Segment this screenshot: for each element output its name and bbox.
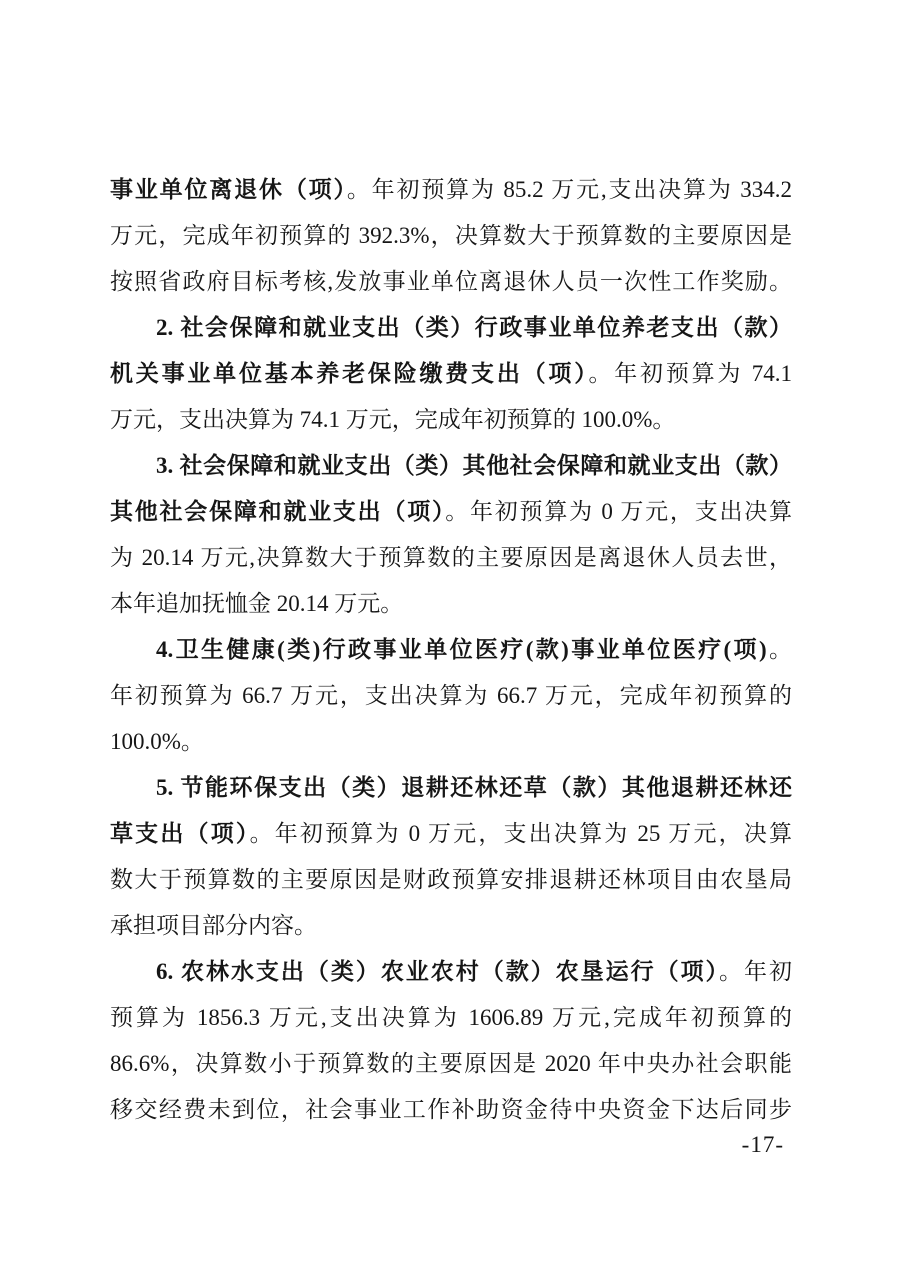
- body-text: 按照省政府目标考核,发放事业单位离退休人员一次性工作奖励。: [110, 269, 792, 294]
- body-text: 100.0%。: [110, 729, 204, 754]
- text-line: [110, 811, 792, 857]
- text-line: [110, 443, 792, 489]
- body-text: 预算为 1856.3 万元,支出决算为 1606.89 万元,完成年初预算的: [110, 1005, 792, 1030]
- text-line: [110, 167, 792, 213]
- emphasis-text: 草支出（项）: [110, 821, 250, 846]
- body-text: 。年初预算为 85.2 万元,支出决算为 334.2: [346, 177, 793, 202]
- emphasis-text: 3. 社会保障和就业支出（类）其他社会保障和就业支出（款）: [156, 453, 792, 478]
- text-line: [110, 765, 792, 811]
- document-body: [110, 167, 792, 1133]
- text-line: [110, 397, 792, 443]
- text-line: [110, 1041, 792, 1087]
- para-5-energy-conservation: [110, 765, 792, 949]
- para-2-pension-contribution: [110, 305, 792, 443]
- text-line: [110, 351, 792, 397]
- text-line: [110, 581, 792, 627]
- body-text: 。年初预算为 74.1: [588, 361, 793, 386]
- body-text: 承担项目部分内容。: [110, 913, 317, 938]
- text-line: [110, 489, 792, 535]
- text-line: [110, 995, 792, 1041]
- emphasis-text: 机关事业单位基本养老保险缴费支出（项）: [110, 361, 589, 386]
- para-4-health: [110, 627, 792, 765]
- body-text: 数大于预算数的主要原因是财政预算安排退耕还林项目由农垦局: [110, 867, 792, 892]
- body-text: 。年初预算为 0 万元，支出决算: [445, 499, 793, 524]
- body-text: 。年初: [719, 959, 793, 984]
- text-line: [110, 535, 792, 581]
- emphasis-text: 事业单位离退休（项）: [110, 177, 347, 202]
- body-text: 。: [766, 637, 792, 662]
- emphasis-text: 5. 节能环保支出（类）退耕还林还草（款）其他退耕还林还: [156, 775, 792, 800]
- para-continuation-retirement: [110, 167, 792, 305]
- text-line: [110, 719, 792, 765]
- emphasis-text: 2. 社会保障和就业支出（类）行政事业单位养老支出（款）: [156, 315, 792, 340]
- text-line: [110, 305, 792, 351]
- text-line: [110, 1087, 792, 1133]
- body-text: 万元，支出决算为 74.1 万元，完成年初预算的 100.0%。: [110, 407, 676, 432]
- body-text: 万元，完成年初预算的 392.3%，决算数大于预算数的主要原因是: [110, 223, 792, 248]
- body-text: 移交经费未到位，社会事业工作补助资金待中央资金下达后同步: [110, 1097, 792, 1122]
- text-line: [110, 213, 792, 259]
- body-text: 本年追加抚恤金 20.14 万元。: [110, 591, 404, 616]
- body-text: 年初预算为 66.7 万元，支出决算为 66.7 万元，完成年初预算的: [110, 683, 792, 708]
- page-number: -17-: [741, 1132, 784, 1157]
- text-line: [110, 949, 792, 995]
- para-3-other-social-security: [110, 443, 792, 627]
- text-line: [110, 857, 792, 903]
- body-text: 为 20.14 万元,决算数大于预算数的主要原因是离退休人员去世，: [110, 545, 792, 570]
- para-6-agriculture: [110, 949, 792, 1133]
- body-text: 86.6%，决算数小于预算数的主要原因是 2020 年中央办社会职能: [110, 1051, 792, 1076]
- text-line: [110, 259, 792, 305]
- body-text: 。年初预算为 0 万元，支出决算为 25 万元，决算: [249, 821, 793, 846]
- emphasis-text: 其他社会保障和就业支出（项）: [110, 499, 446, 524]
- text-line: [110, 627, 792, 673]
- emphasis-text: 6. 农林水支出（类）农业农村（款）农垦运行（项）: [156, 959, 720, 984]
- emphasis-text: 4.卫生健康(类)行政事业单位医疗(款)事业单位医疗(项): [156, 637, 767, 662]
- text-line: [110, 673, 792, 719]
- text-line: [110, 903, 792, 949]
